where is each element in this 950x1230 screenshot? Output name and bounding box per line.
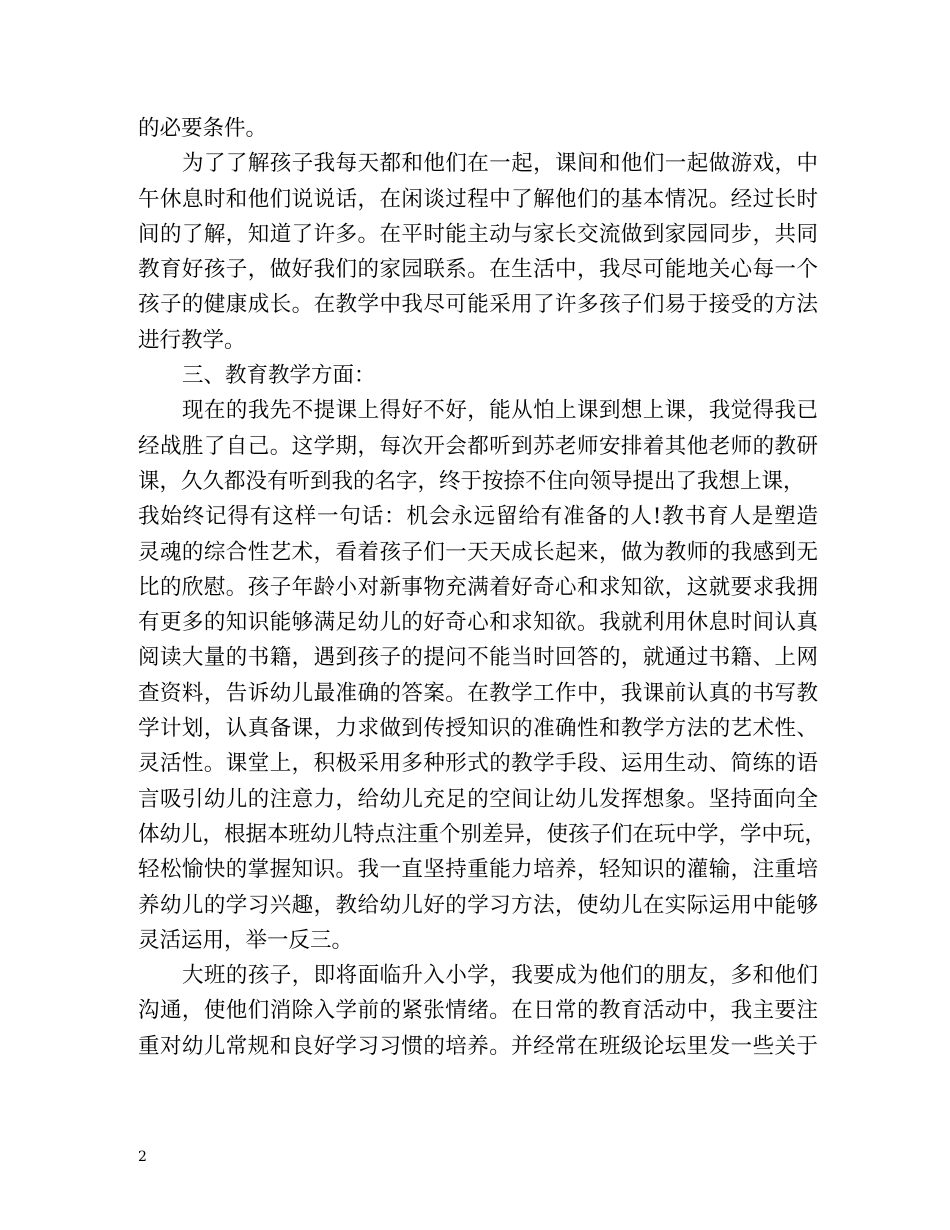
text-line: 我始终记得有这样一句话：机会永远留给有准备的人!教书育人是塑造	[138, 504, 818, 530]
text-line: 学计划，认真备课，力求做到传授知识的准确性和教学方法的艺术性、	[138, 716, 818, 742]
text-line: 言吸引幼儿的注意力，给幼儿充足的空间让幼儿发挥想象。坚持面向全	[138, 786, 818, 812]
text-line: 午休息时和他们说说话，在闲谈过程中了解他们的基本情况。经过长时	[138, 186, 818, 212]
text-line: 大班的孩子，即将面临升入小学，我要成为他们的朋友，多和他们	[182, 963, 818, 989]
text-line: 养幼儿的学习兴趣，教给幼儿好的学习方法，使幼儿在实际运用中能够	[138, 892, 818, 918]
text-line: 查资料，告诉幼儿最准确的答案。在教学工作中，我课前认真的书写教	[138, 680, 818, 706]
text-line: 为了了解孩子我每天都和他们在一起，课间和他们一起做游戏，中	[182, 151, 818, 177]
text-line: 沟通，使他们消除入学前的紧张情绪。在日常的教育活动中，我主要注	[138, 998, 818, 1024]
text-line: 经战胜了自己。这学期，每次开会都听到苏老师安排着其他老师的教研	[138, 433, 818, 459]
text-line: 重对幼儿常规和良好学习习惯的培养。并经常在班级论坛里发一些关于	[138, 1033, 818, 1059]
body-text	[138, 111, 827, 1064]
text-line: 比的欣慰。孩子年龄小对新事物充满着好奇心和求知欲，这就要求我拥	[138, 574, 818, 600]
text-line: 灵魂的综合性艺术，看着孩子们一天天成长起来，做为教师的我感到无	[138, 539, 818, 565]
section-heading: 三、教育教学方面：	[182, 363, 376, 389]
text-line: 教育好孩子，做好我们的家园联系。在生活中，我尽可能地关心每一个	[138, 257, 818, 283]
text-line: 孩子的健康成长。在教学中我尽可能采用了许多孩子们易于接受的方法	[138, 292, 818, 318]
text-line: 的必要条件。	[138, 116, 268, 141]
text-line: 现在的我先不提课上得好不好，能从怕上课到想上课，我觉得我已	[182, 398, 818, 424]
text-line: 灵活运用，举一反三。	[138, 927, 354, 953]
text-line: 有更多的知识能够满足幼儿的好奇心和求知欲。我就利用休息时间认真	[138, 610, 818, 636]
text-line: 体幼儿，根据本班幼儿特点注重个别差异，使孩子们在玩中学，学中玩，	[138, 821, 827, 847]
text-line: 课，久久都没有听到我的名字，终于按捺不住向领导提出了我想上课，	[138, 468, 805, 494]
text-line: 灵活性。课堂上，积极采用多种形式的教学手段、运用生动、简练的语	[138, 751, 818, 777]
page-number: 2	[138, 1149, 147, 1165]
text-line: 轻松愉快的掌握知识。我一直坚持重能力培养，轻知识的灌输，注重培	[138, 857, 818, 883]
text-line: 进行教学。	[138, 327, 246, 353]
text-line: 间的了解，知道了许多。在平时能主动与家长交流做到家园同步，共同	[138, 221, 818, 247]
text-line: 阅读大量的书籍，遇到孩子的提问不能当时回答的，就通过书籍、上网	[138, 645, 818, 671]
